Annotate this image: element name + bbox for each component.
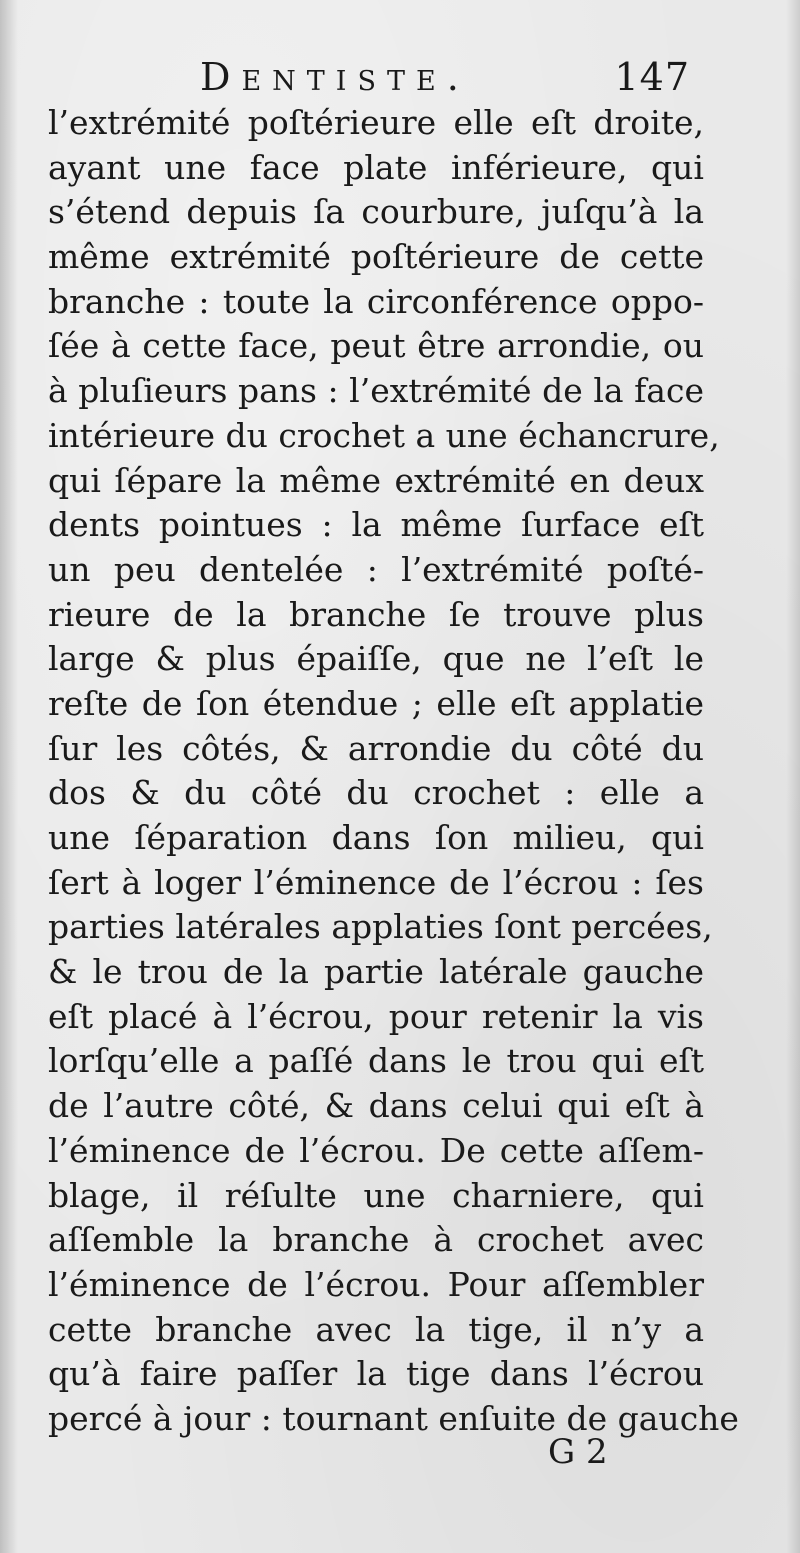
text-line: reſte de ſon étendue ; elle eſt applatie — [48, 683, 704, 723]
text-line: qu’à faire paſſer la tige dans l’écrou — [48, 1354, 704, 1394]
text-line: de l’autre côté, & dans celui qui eſt à — [48, 1086, 704, 1126]
text-line: ayant une face plate inférieure, qui — [48, 147, 704, 187]
text-line: un peu dentelée : l’extrémité poſté- — [48, 549, 704, 589]
text-line: percé à jour : tournant enſuite de gauche — [48, 1398, 739, 1438]
text-line: à pluſieurs pans : l’extrémité de la face — [48, 371, 704, 411]
text-line: qui ſépare la même extrémité en deux — [48, 460, 704, 500]
text-line: l’extrémité poſtérieure elle eſt droite, — [48, 103, 704, 142]
text-line: une ſéparation dans ſon milieu, qui — [48, 818, 704, 857]
text-line: l’éminence de l’écrou. De cette aſſem- — [48, 1130, 704, 1170]
text-line: intérieure du crochet a une échancrure, — [48, 415, 720, 455]
text-line: dos & du côté du crochet : elle a — [48, 773, 704, 813]
text-line: branche : toute la circonférence oppo- — [48, 281, 704, 321]
text-line: ſur les côtés, & arrondie du côté du — [48, 728, 704, 768]
text-line: l’éminence de l’écrou. Pour aſſembler — [48, 1264, 704, 1304]
text-line: aſſemble la branche à crochet avec — [48, 1220, 704, 1260]
text-line: lorſqu’elle a paſſé dans le trou qui eſt — [48, 1041, 704, 1081]
text-line: cette branche avec la tige, il n’y a — [48, 1309, 704, 1349]
text-line: dents pointues : la même ſurface eſt — [48, 505, 704, 545]
body-text — [48, 101, 739, 1442]
text-line: large & plus épaiſſe, que ne l’eſt le — [48, 639, 704, 679]
text-line: même extrémité poſtérieure de cette — [48, 237, 704, 277]
text-line: eſt placé à l’écrou, pour retenir la vis — [48, 996, 704, 1036]
text-line: ſée à cette face, peut être arrondie, ou — [48, 326, 704, 366]
text-line: blage, il réſulte une charniere, qui — [48, 1175, 704, 1215]
signature-mark: G 2 — [548, 1432, 608, 1472]
text-line: ſert à loger l’éminence de l’écrou : ſes — [48, 862, 704, 902]
text-line: rieure de la branche ſe trouve plus — [48, 594, 704, 634]
page-number: 147 — [614, 55, 690, 99]
running-title: Dentiste. — [200, 55, 470, 99]
text-line: parties latérales applaties ſont percées, — [48, 907, 713, 947]
text-line: & le trou de la partie latérale gauche — [48, 952, 704, 992]
text-line: s’étend depuis ſa courbure, juſqu’à la — [48, 192, 704, 232]
page-header — [200, 52, 690, 102]
